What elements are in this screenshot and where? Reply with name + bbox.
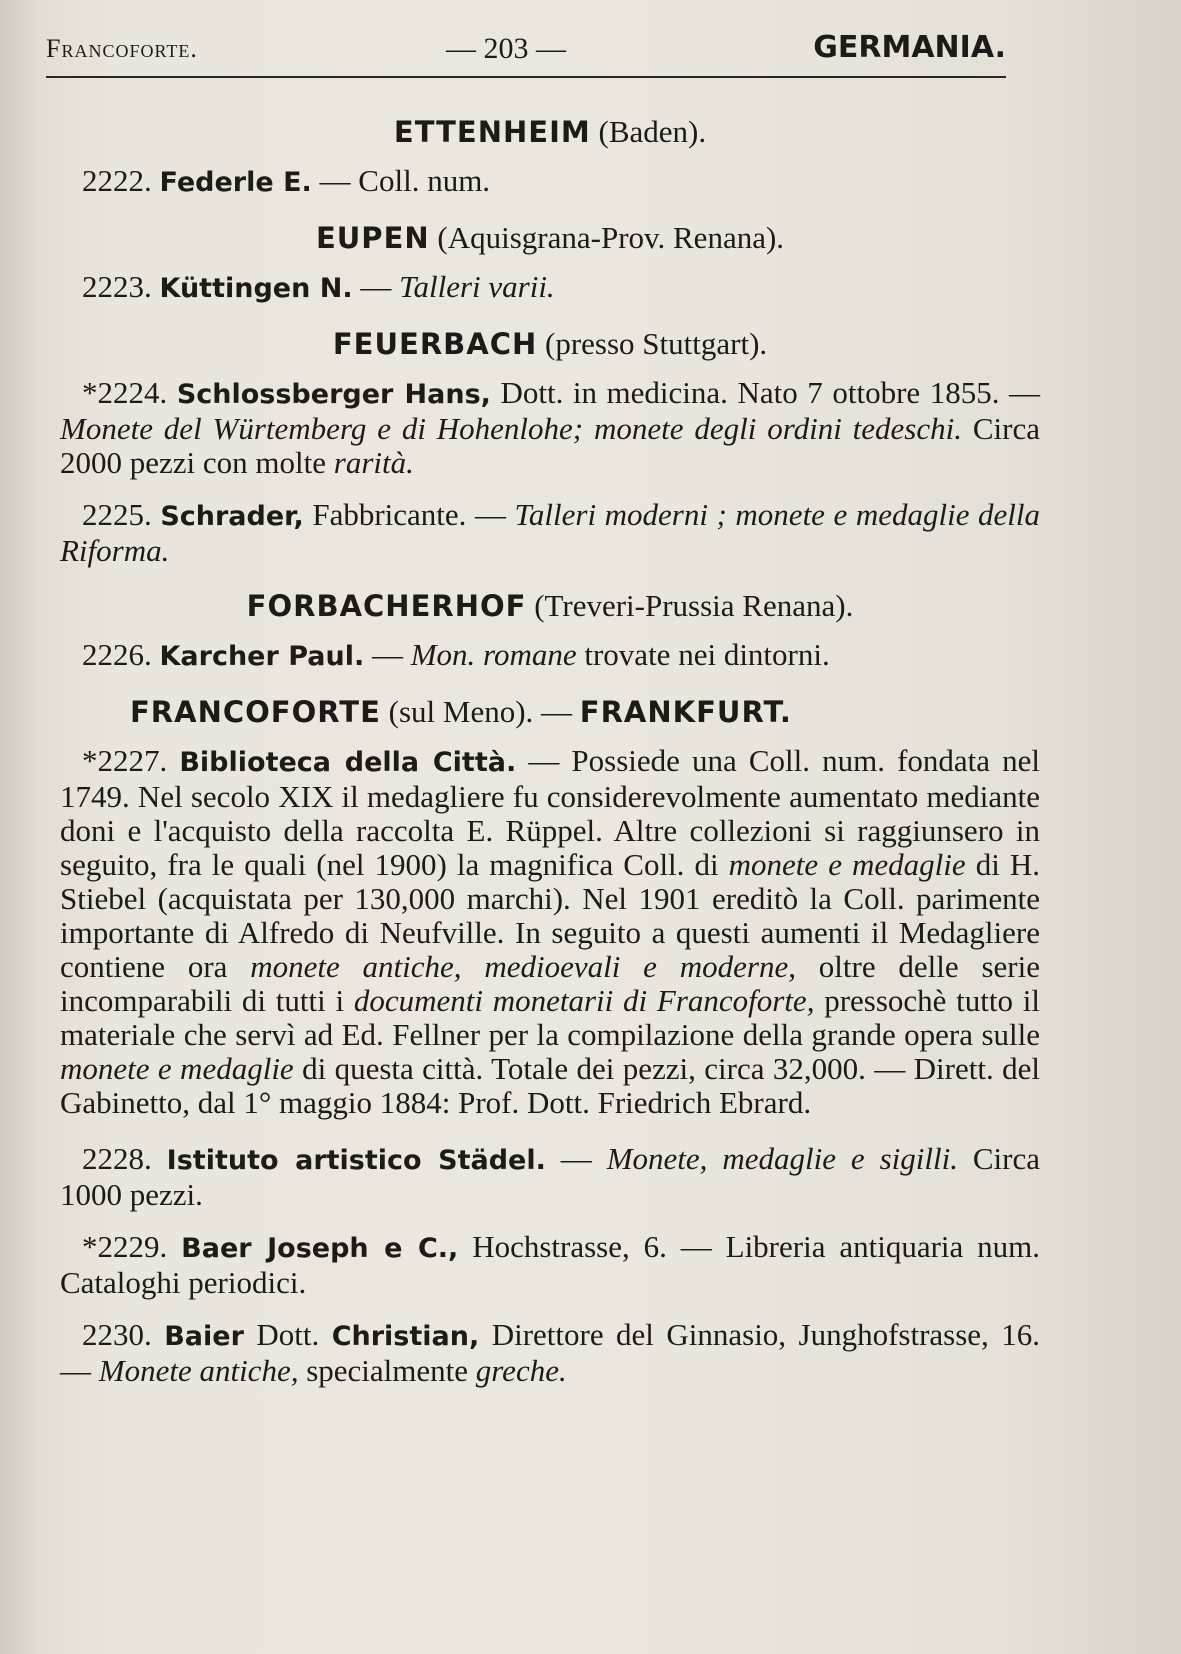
entry-text: specialmente	[298, 1353, 476, 1388]
entry-italic: monete e medaglie	[60, 1051, 294, 1086]
city-heading-feuerbach	[60, 324, 1040, 364]
entry-italic: greche.	[475, 1353, 567, 1388]
entry-name: Baer Joseph e C.,	[181, 1233, 459, 1264]
entry-text: Circa 2000 pezzi con molte	[60, 411, 1040, 480]
entry-name: Biblioteca della Città.	[179, 747, 517, 778]
entry-2225	[60, 498, 1040, 568]
city-heading-eupen	[60, 218, 1040, 258]
entry-number: 2222.	[82, 163, 152, 198]
entry-italic: Monete, medaglie e sigilli.	[606, 1141, 958, 1176]
entry-italic: Monete del Würtemberg e di Hohenlohe; monete degli ordini tedeschi.	[60, 411, 962, 446]
entry-2228	[60, 1142, 1040, 1212]
entry-number: 2226.	[82, 637, 152, 672]
entry-name: Baier	[164, 1321, 244, 1352]
entry-2230	[60, 1318, 1040, 1388]
entry-number: 2225.	[82, 497, 152, 532]
city-region: (Baden).	[598, 114, 707, 149]
entry-text: —	[545, 1141, 607, 1176]
entry-italic: monete e medaglie	[728, 847, 966, 882]
entry-text: Dott. in medicina. Nato 7 ottobre 1855. —	[490, 375, 1041, 410]
header-section-title: Francoforte.	[46, 34, 198, 63]
entry-2227	[60, 744, 1040, 1120]
entry-2223	[60, 270, 1040, 306]
entry-text: —	[364, 637, 411, 672]
entry-text: pressochè tutto il materiale che servì ad Ed. Fellner per la compilazione della grande opera sulle	[60, 983, 1040, 1052]
entry-text: Hochstrasse, 6. — Libreria antiquaria num. Cataloghi periodici.	[60, 1229, 1041, 1300]
entry-text: Dott.	[243, 1317, 332, 1352]
entry-text: di H. Stiebel (acquistata per 130,000 marchi). Nel 1901 ereditò la Coll. parimente importante di Alfredo di Neufville. In seguito a questi aumenti il Medagliere contiene ora	[60, 847, 1040, 984]
city-heading-ettenheim	[60, 112, 1040, 152]
entry-italic: Mon. romane	[410, 637, 577, 672]
entry-text: Fabbricante. —	[303, 497, 515, 532]
entry-number: 2228.	[82, 1141, 152, 1176]
city-region: (Aquisgrana-Prov. Renana).	[437, 220, 785, 255]
entry-2229	[60, 1230, 1040, 1300]
running-header	[46, 30, 1006, 78]
entry-name: Karcher Paul.	[159, 641, 365, 672]
entry-text: oltre delle serie incomparabili di tutti i	[60, 949, 1040, 1018]
entry-text: di questa città. Totale dei pezzi, circa 32,000. — Dirett. del Gabinetto, dal 1° maggio 1884: Prof. Dott. Friedrich Ebrard.	[60, 1051, 1040, 1120]
entry-text: — Coll. num.	[311, 163, 491, 198]
city-heading-francoforte	[60, 692, 1040, 732]
entry-italic: Talleri moderni ; monete e medaglie della Riforma.	[60, 497, 1040, 568]
city-name: FRANCOFORTE	[130, 695, 381, 729]
entry-name: Küttingen N.	[159, 273, 353, 304]
page-number: — 203 —	[446, 32, 566, 65]
entry-number: *2224.	[82, 375, 168, 410]
entry-italic: Talleri varii.	[399, 269, 555, 304]
city-region: (presso Stuttgart).	[545, 326, 768, 361]
entry-2226	[60, 638, 1040, 674]
city-name: FORBACHERHOF	[246, 589, 527, 623]
entry-text: Circa 1000 pezzi.	[60, 1141, 1041, 1212]
entry-name: Federle E.	[159, 167, 312, 198]
city-name: FEUERBACH	[332, 327, 538, 361]
entry-number: 2230.	[82, 1317, 152, 1352]
city-heading-forbacherhof	[60, 586, 1040, 626]
entry-italic: Monete antiche,	[98, 1353, 299, 1388]
entry-2222	[60, 164, 1040, 200]
entry-2224	[60, 376, 1040, 480]
city-region: (sul Meno). —	[388, 694, 573, 729]
entry-text: — Possiede una Coll. num. fondata nel 1749. Nel secolo XIX il medagliere fu considerevolmente aumentato mediante doni e l'acquisto della raccolta E. Rüppel. Altre collezioni si raggiunsero in seguito, fra le quali (nel 1900) la magnifica Coll. di	[60, 743, 1040, 882]
header-country: GERMANIA.	[813, 30, 1006, 65]
entry-number: *2227.	[82, 743, 168, 778]
city-region: (Treveri-Prussia Renana).	[534, 588, 854, 623]
entry-name: Schrader,	[160, 501, 304, 532]
entry-number: 2223.	[82, 269, 152, 304]
entry-name: Christian,	[331, 1321, 480, 1352]
city-name: ETTENHEIM	[393, 115, 591, 149]
entry-name: Istituto artistico Städel.	[166, 1145, 546, 1176]
entry-text: Direttore del Ginnasio, Junghofstrasse, 16. —	[60, 1317, 1041, 1388]
entry-text: —	[352, 269, 400, 304]
entry-number: *2229.	[82, 1229, 168, 1264]
entry-name: Schlossberger Hans,	[176, 379, 491, 410]
entry-italic: documenti monetarii di Francoforte,	[353, 983, 815, 1018]
city-name-german: FRANKFURT.	[579, 695, 792, 729]
entry-italic: rarità.	[333, 445, 414, 480]
city-name: EUPEN	[315, 221, 430, 255]
page-body	[60, 112, 1040, 1406]
entry-text: trovate nei dintorni.	[576, 637, 830, 672]
entry-italic: monete antiche, medioevali e moderne,	[250, 949, 796, 984]
